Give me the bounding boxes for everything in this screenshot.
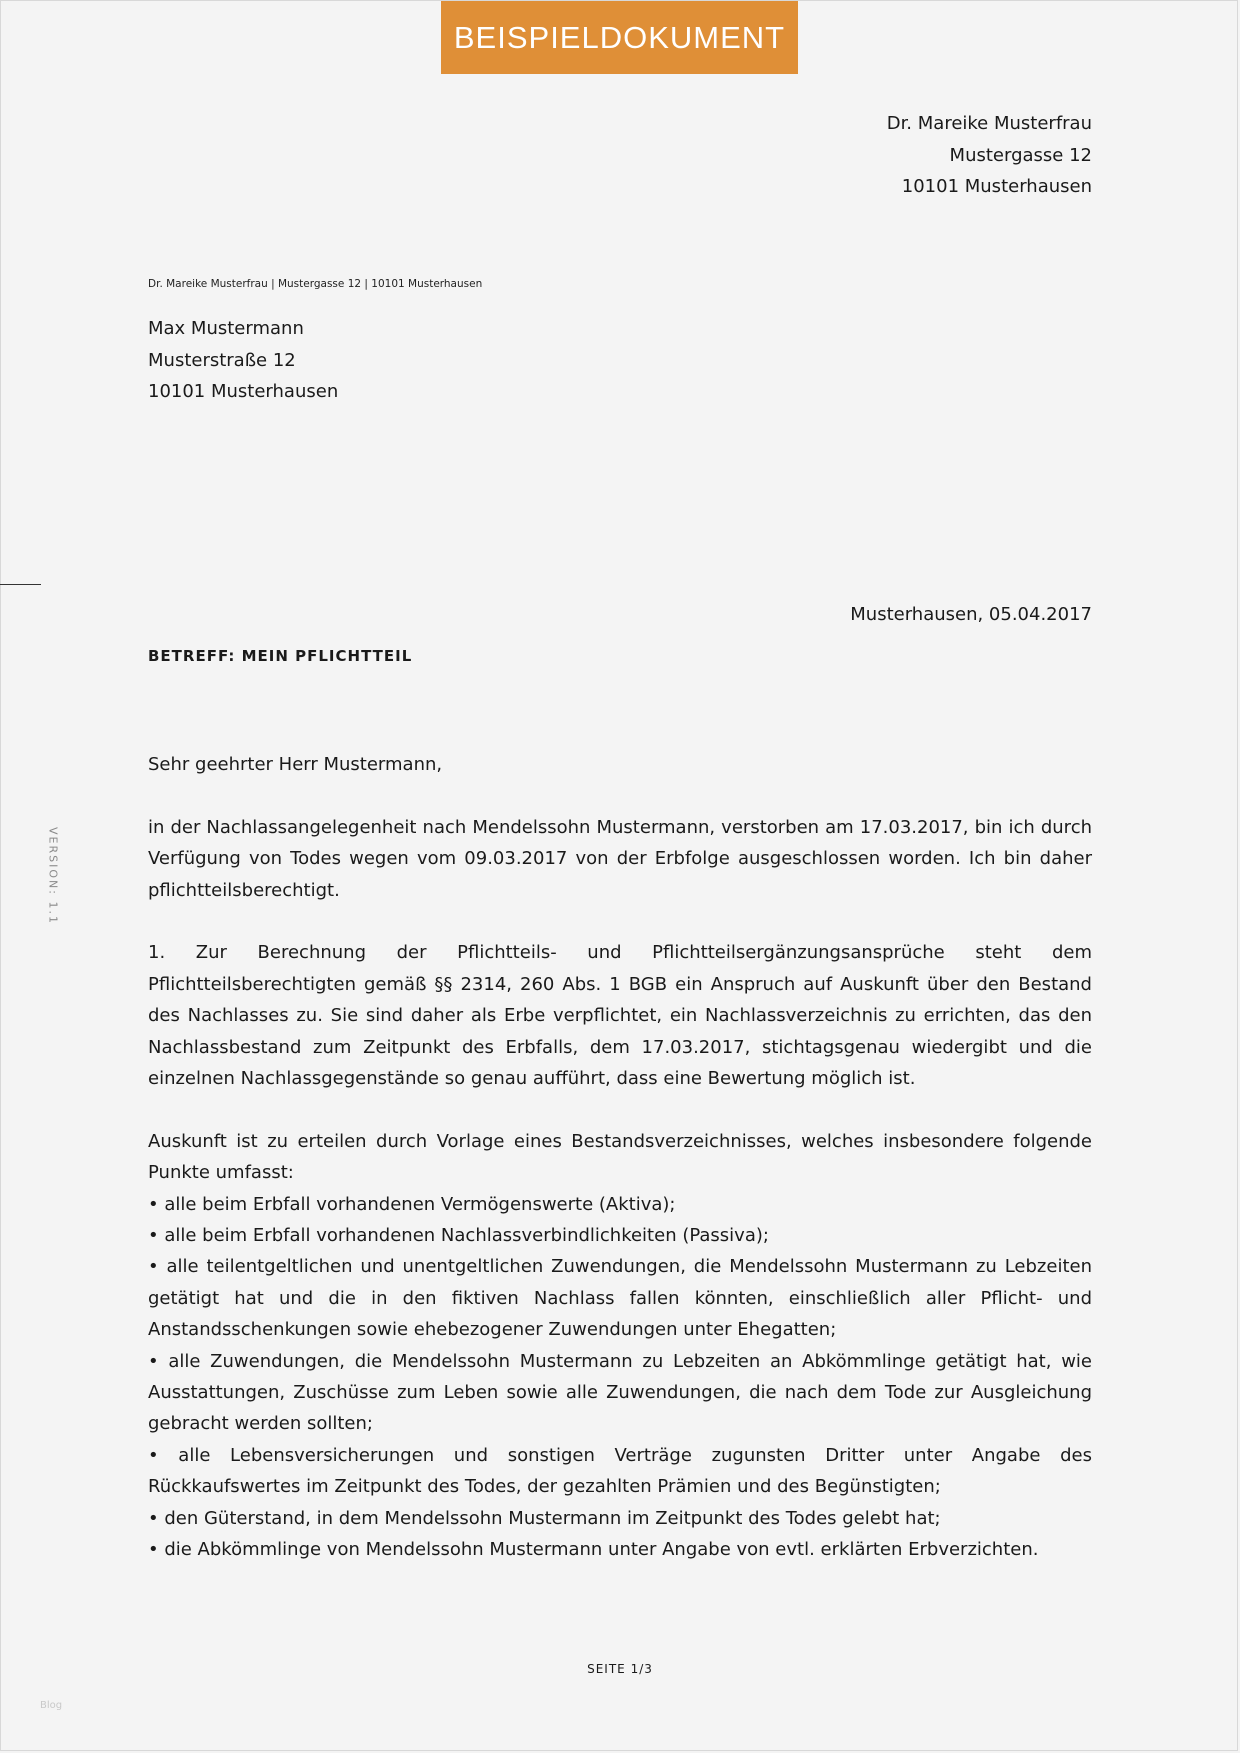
list-item: • alle Zuwendungen, die Mendelssohn Mustermann zu Lebzeiten an Abkömmlinge getätigt hat, wie Ausstattungen, Zuschüsse zum Leben sowie alle Zuwendungen, die nach dem Tode zur Ausgleichung gebracht werden sollten; <box>148 1350 1092 1435</box>
sender-name: Dr. Mareike Musterfrau <box>886 113 1092 134</box>
recipient-address <box>148 313 338 408</box>
paragraph-gap <box>148 1094 1092 1125</box>
return-address-line: Dr. Mareike Musterfrau | Mustergasse 12 | 10101 Musterhausen <box>148 278 483 290</box>
sample-document-banner: BEISPIELDOKUMENT <box>441 1 798 74</box>
place-date: Musterhausen, 05.04.2017 <box>850 604 1092 625</box>
recipient-name: Max Mustermann <box>148 318 304 339</box>
sender-address <box>887 108 1092 203</box>
list-item: • alle teilentgeltlichen und unentgeltlichen Zuwendungen, die Mendelssohn Mustermann zu Lebzeiten getätigt hat und die in den fiktiven Nachlass fallen könnten, einschließlich aller Pflicht- und Anstandsschenkungen sowie ehebezogener Zuwendungen unter Ehegatten; <box>148 1256 1092 1341</box>
letter-body <box>148 749 1092 1566</box>
sender-city: 10101 Musterhausen <box>901 176 1092 197</box>
recipient-city: 10101 Musterhausen <box>148 381 339 402</box>
list-item: • alle Lebensversicherungen und sonstigen Verträge zugunsten Dritter unter Angabe des Rückkaufswertes im Zeitpunkt des Todes, der gezahlten Prämien und des Begünstigten; <box>148 1444 1092 1498</box>
list-item: • alle beim Erbfall vorhandenen Nachlassverbindlichkeiten (Passiva); <box>148 1225 769 1247</box>
sender-street: Mustergasse 12 <box>949 144 1092 166</box>
paragraph-gap <box>148 780 1092 811</box>
list-item: • die Abkömmlinge von Mendelssohn Mustermann unter Angabe von evtl. erklärten Erbverzichten. <box>148 1539 1039 1561</box>
paragraph-gap <box>148 906 1092 937</box>
paragraph-disclosure: Auskunft ist zu erteilen durch Vorlage eines Bestandsverzeichnisses, welches insbesondere folgende Punkte umfasst: <box>148 1130 1092 1184</box>
version-label: VERSION: 1.1 <box>46 827 60 925</box>
list-item: • den Güterstand, in dem Mendelssohn Mustermann im Zeitpunkt des Todes gelebt hat; <box>148 1507 941 1529</box>
watermark: Blog <box>40 1700 63 1711</box>
paragraph-intro: in der Nachlassangelegenheit nach Mendelssohn Mustermann, verstorben am 17.03.2017, bin ich durch Verfügung von Todes wegen vom 09.03.2017 von der Erbfolge ausgeschlossen worden. Ich bin daher pflichtteilsberechtigt. <box>148 816 1092 901</box>
fold-mark <box>0 584 41 585</box>
recipient-street: Musterstraße 12 <box>148 349 296 371</box>
list-item: • alle beim Erbfall vorhandenen Vermögenswerte (Aktiva); <box>148 1193 676 1215</box>
page-number: SEITE 1/3 <box>587 1662 653 1676</box>
paragraph-claim: 1. Zur Berechnung der Pflichtteils- und Pflichtteilsergänzungsansprüche steht dem Pflichtteilsberechtigten gemäß §§ 2314, 260 Abs. 1 BGB ein Anspruch auf Auskunft über den Bestand des Nachlasses zu. Sie sind daher als Erbe verpflichtet, ein Nachlassverzeichnis zu errichten, das den Nachlassbestand zum Zeitpunkt des Erbfalls, dem 17.03.2017, stichtagsgenau wiedergibt und die einzelnen Nachlassgegenstände so genau aufführt, dass eine Bewertung möglich ist. <box>148 942 1092 1090</box>
subject-line: BETREFF: MEIN PFLICHTTEIL <box>148 647 413 665</box>
salutation: Sehr geehrter Herr Mustermann, <box>148 754 443 775</box>
